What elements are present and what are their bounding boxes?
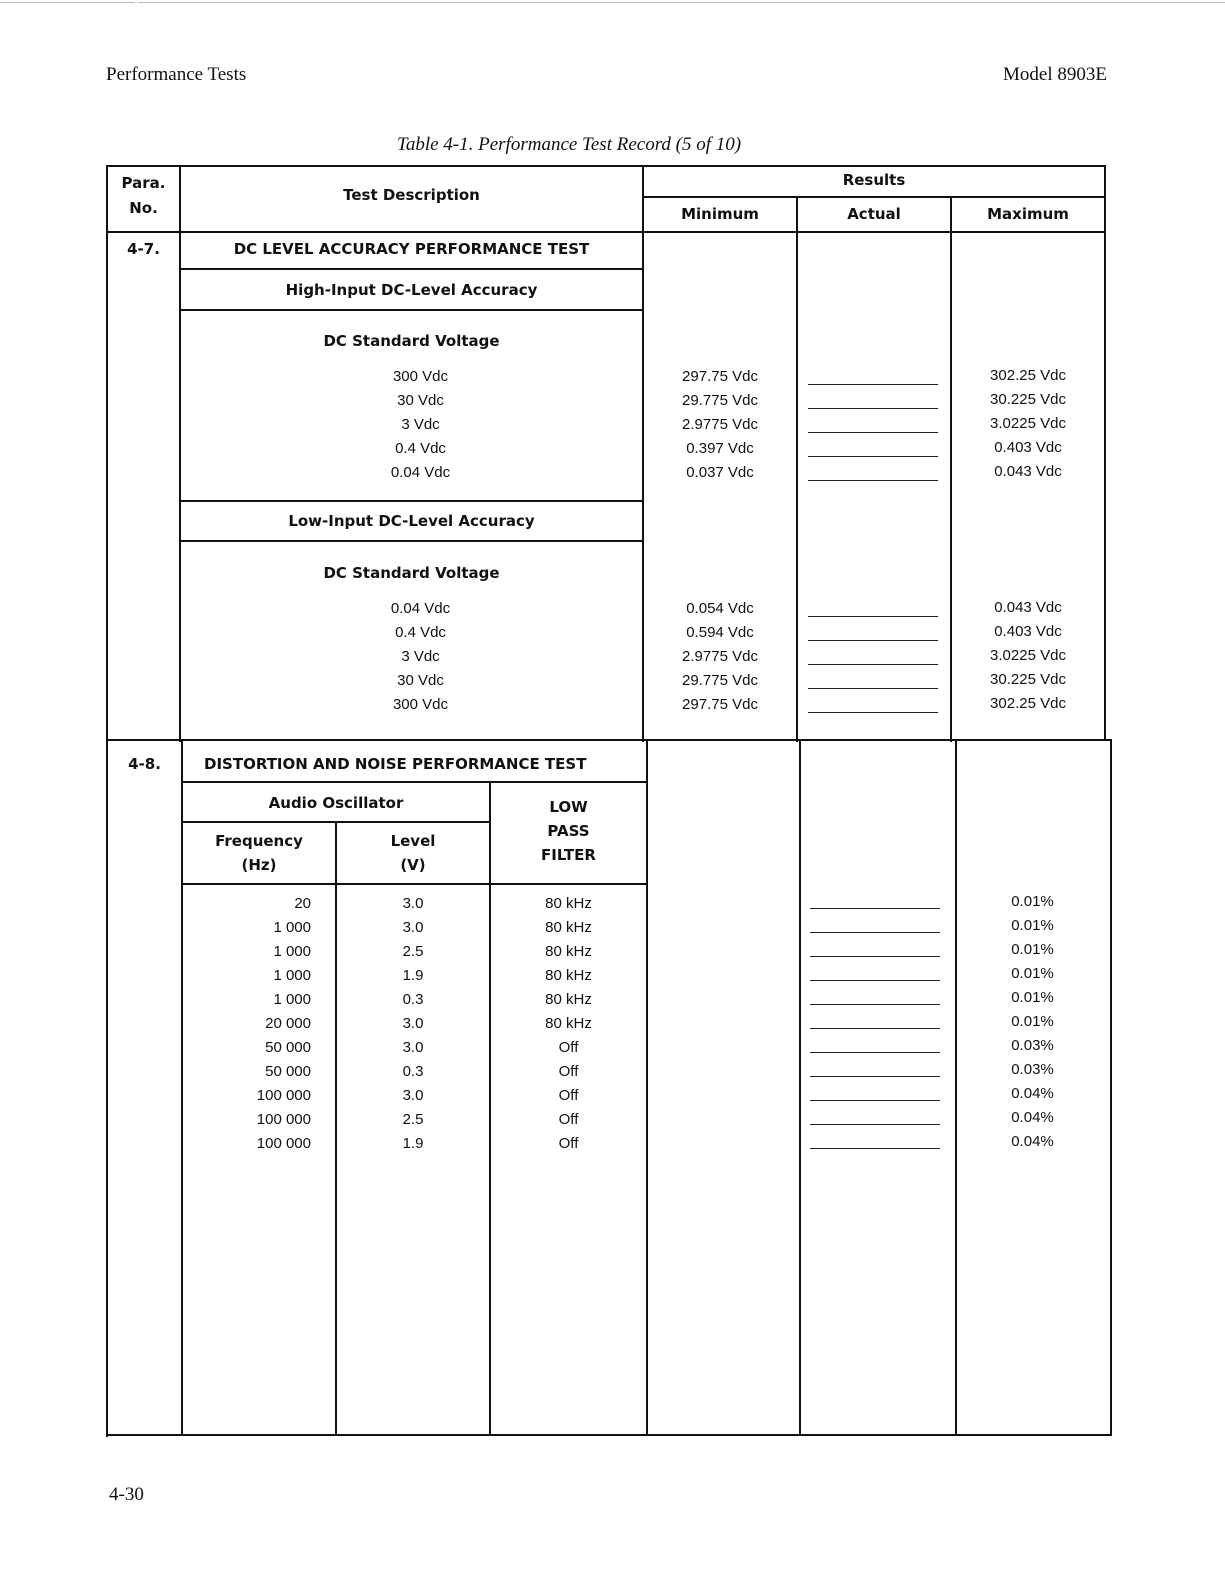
dist-row-maximum: 0.01% <box>1011 965 1054 982</box>
high-row-maximum: 0.043 Vdc <box>994 463 1062 480</box>
high-row-minimum: 0.397 Vdc <box>686 440 754 457</box>
high-row-maximum: 3.0225 Vdc <box>990 415 1066 432</box>
dist-row-frequency: 100 000 <box>256 1087 311 1104</box>
running-header-right: Model 8903E <box>1003 64 1107 85</box>
low-row-actual-blank <box>808 616 938 617</box>
low-input-subhead: DC Standard Voltage <box>323 564 500 582</box>
dist-row-filter: Off <box>558 1039 579 1056</box>
table-top-border <box>106 165 1106 167</box>
dist-row-frequency: 20 <box>294 895 311 912</box>
low-row-minimum: 2.9775 Vdc <box>682 648 758 665</box>
low-row-maximum: 0.043 Vdc <box>994 599 1062 616</box>
table-caption: Table 4-1. Performance Test Record (5 of 10) <box>397 134 742 155</box>
dist-row-actual-blank <box>810 956 940 957</box>
col-header-no: No. <box>129 199 158 217</box>
high-input-subhead: DC Standard Voltage <box>323 332 500 350</box>
table-bottom-border <box>106 1434 1112 1436</box>
col-divider-level-filter <box>489 781 491 1436</box>
dist-row-level: 3.0 <box>402 1015 424 1032</box>
para-number-4-7: 4-7. <box>127 240 160 258</box>
col-header-test-description: Test Description <box>343 186 480 204</box>
dist-row-frequency: 50 000 <box>265 1039 311 1056</box>
dist-row-filter: 80 kHz <box>545 991 592 1008</box>
rule-48-subheader-bottom <box>181 883 648 885</box>
high-row-actual-blank <box>808 456 938 457</box>
dist-row-frequency: 50 000 <box>265 1063 311 1080</box>
dist-row-filter: 80 kHz <box>545 1015 592 1032</box>
header-bottom-rule <box>106 231 1106 233</box>
dist-row-level: 0.3 <box>402 1063 424 1080</box>
scan-edge-left <box>0 2 135 3</box>
dist-row-filter: Off <box>558 1111 579 1128</box>
dist-row-maximum: 0.01% <box>1011 941 1054 958</box>
low-row-voltage: 3 Vdc <box>401 648 440 665</box>
filter-header-line1: LOW <box>549 798 588 816</box>
low-row-minimum: 29.775 Vdc <box>682 672 758 689</box>
high-row-minimum: 0.037 Vdc <box>686 464 754 481</box>
filter-header-line2: PASS <box>547 822 590 840</box>
dist-row-maximum: 0.01% <box>1011 989 1054 1006</box>
rule-section-48-top <box>106 739 1112 741</box>
page-number: 4-30 <box>109 1484 144 1505</box>
col-header-results: Results <box>842 171 906 189</box>
high-row-voltage: 300 Vdc <box>392 368 449 385</box>
rule-low-title-bottom <box>179 540 644 542</box>
high-row-actual-blank <box>808 480 938 481</box>
col-header-maximum: Maximum <box>987 205 1069 223</box>
rule-low-title-top <box>179 500 644 502</box>
dist-row-level: 3.0 <box>402 919 424 936</box>
dist-row-level: 3.0 <box>402 1087 424 1104</box>
high-row-minimum: 297.75 Vdc <box>682 368 758 385</box>
dist-row-maximum: 0.04% <box>1011 1085 1054 1102</box>
rule-high-title-bottom <box>179 309 644 311</box>
high-row-maximum: 302.25 Vdc <box>990 367 1066 384</box>
dist-row-level: 3.0 <box>402 895 424 912</box>
dist-row-level: 2.5 <box>402 943 424 960</box>
dist-row-maximum: 0.03% <box>1011 1061 1054 1078</box>
filter-header-line3: FILTER <box>541 846 596 864</box>
para-number-4-8: 4-8. <box>128 755 161 773</box>
col-header-para: Para. <box>121 174 166 192</box>
dist-row-actual-blank <box>810 932 940 933</box>
low-row-actual-blank <box>808 688 938 689</box>
dist-row-filter: 80 kHz <box>545 919 592 936</box>
col-header-actual: Actual <box>847 205 901 223</box>
rule-47-title-bottom <box>179 268 644 270</box>
dist-row-filter: 80 kHz <box>545 943 592 960</box>
dist-row-frequency: 1 000 <box>273 991 311 1008</box>
high-input-title: High-Input DC-Level Accuracy <box>285 281 538 299</box>
col-divider-min-lower <box>799 740 801 1436</box>
table-right-border-upper <box>1104 165 1106 741</box>
dist-row-level: 2.5 <box>402 1111 424 1128</box>
low-row-actual-blank <box>808 664 938 665</box>
dist-row-level: 3.0 <box>402 1039 424 1056</box>
section-48-title: DISTORTION AND NOISE PERFORMANCE TEST <box>204 755 587 773</box>
scan-edge-right <box>138 2 1225 3</box>
dist-row-maximum: 0.01% <box>1011 917 1054 934</box>
dist-row-actual-blank <box>810 1028 940 1029</box>
dist-row-level: 1.9 <box>402 967 424 984</box>
high-row-minimum: 29.775 Vdc <box>682 392 758 409</box>
high-row-maximum: 30.225 Vdc <box>990 391 1066 408</box>
dist-row-actual-blank <box>810 1148 940 1149</box>
level-unit: (V) <box>400 856 426 874</box>
dist-row-maximum: 0.04% <box>1011 1133 1054 1150</box>
low-row-minimum: 0.054 Vdc <box>686 600 754 617</box>
high-row-actual-blank <box>808 432 938 433</box>
frequency-unit: (Hz) <box>241 856 277 874</box>
high-row-actual-blank <box>808 408 938 409</box>
low-row-actual-blank <box>808 712 938 713</box>
dist-row-maximum: 0.04% <box>1011 1109 1054 1126</box>
dist-row-filter: Off <box>558 1135 579 1152</box>
dist-row-maximum: 0.03% <box>1011 1037 1054 1054</box>
results-underline <box>642 196 1106 198</box>
dist-row-frequency: 1 000 <box>273 967 311 984</box>
low-row-maximum: 30.225 Vdc <box>990 671 1066 688</box>
dist-row-maximum: 0.01% <box>1011 1013 1054 1030</box>
high-row-minimum: 2.9775 Vdc <box>682 416 758 433</box>
high-row-voltage: 3 Vdc <box>401 416 440 433</box>
dist-row-actual-blank <box>810 980 940 981</box>
dist-row-frequency: 100 000 <box>256 1135 311 1152</box>
rule-48-title-bottom <box>181 781 648 783</box>
low-row-voltage: 300 Vdc <box>392 696 449 713</box>
dist-row-frequency: 100 000 <box>256 1111 311 1128</box>
low-row-maximum: 302.25 Vdc <box>990 695 1066 712</box>
audio-oscillator-header: Audio Oscillator <box>268 794 404 812</box>
col-divider-desc-lower <box>646 740 648 1436</box>
low-row-minimum: 0.594 Vdc <box>686 624 754 641</box>
low-input-title: Low-Input DC-Level Accuracy <box>288 512 535 530</box>
dist-row-filter: 80 kHz <box>545 967 592 984</box>
dist-row-level: 1.9 <box>402 1135 424 1152</box>
dist-row-level: 0.3 <box>402 991 424 1008</box>
section-47-title: DC LEVEL ACCURACY PERFORMANCE TEST <box>233 240 590 258</box>
low-row-actual-blank <box>808 640 938 641</box>
dist-row-actual-blank <box>810 908 940 909</box>
low-row-voltage: 0.4 Vdc <box>395 624 446 641</box>
level-header: Level <box>390 832 436 850</box>
low-row-voltage: 30 Vdc <box>397 672 444 689</box>
col-divider-freq-level <box>335 821 337 1436</box>
dist-row-filter: 80 kHz <box>545 895 592 912</box>
running-header-left: Performance Tests <box>106 64 247 85</box>
col-header-minimum: Minimum <box>681 205 759 223</box>
low-row-maximum: 0.403 Vdc <box>994 623 1062 640</box>
low-row-voltage: 0.04 Vdc <box>390 600 451 617</box>
low-row-minimum: 297.75 Vdc <box>682 696 758 713</box>
dist-row-actual-blank <box>810 1052 940 1053</box>
low-row-maximum: 3.0225 Vdc <box>990 647 1066 664</box>
table-right-border-lower <box>1110 740 1112 1436</box>
dist-row-maximum: 0.01% <box>1011 893 1054 910</box>
high-row-voltage: 0.04 Vdc <box>390 464 451 481</box>
table-left-border <box>106 165 108 1437</box>
high-row-voltage: 30 Vdc <box>397 392 444 409</box>
dist-row-frequency: 20 000 <box>265 1015 311 1032</box>
dist-row-actual-blank <box>810 1004 940 1005</box>
col-divider-min-upper <box>796 197 798 742</box>
high-row-actual-blank <box>808 384 938 385</box>
dist-row-filter: Off <box>558 1087 579 1104</box>
dist-row-actual-blank <box>810 1124 940 1125</box>
dist-row-filter: Off <box>558 1063 579 1080</box>
dist-row-actual-blank <box>810 1100 940 1101</box>
frequency-header: Frequency <box>215 832 303 850</box>
dist-row-frequency: 1 000 <box>273 919 311 936</box>
dist-row-frequency: 1 000 <box>273 943 311 960</box>
high-row-maximum: 0.403 Vdc <box>994 439 1062 456</box>
dist-row-actual-blank <box>810 1076 940 1077</box>
high-row-voltage: 0.4 Vdc <box>395 440 446 457</box>
